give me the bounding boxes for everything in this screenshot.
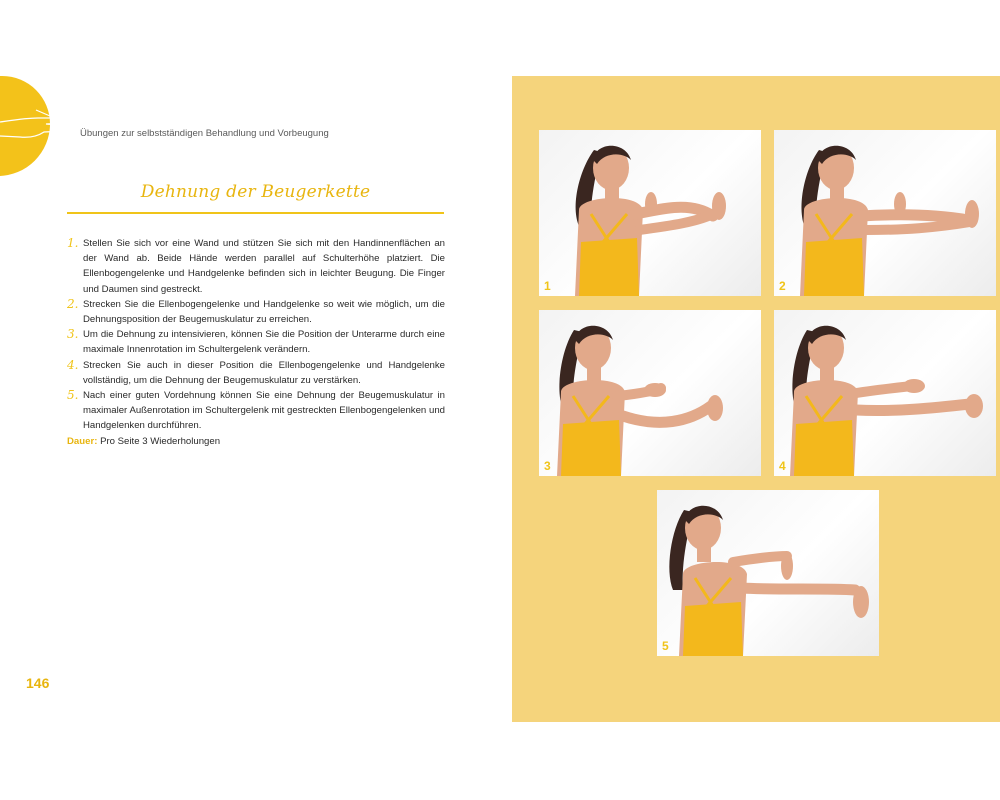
woman-stretch-illustration bbox=[774, 130, 996, 296]
photo-number: 1 bbox=[544, 279, 551, 293]
exercise-photo-5 bbox=[657, 490, 879, 656]
step-list bbox=[67, 236, 445, 434]
woman-stretch-illustration bbox=[539, 310, 761, 476]
photo-number: 4 bbox=[779, 459, 786, 473]
step-text: Um die Dehnung zu intensivieren, können Sie die Position der Unterarme durch eine maximale Innenrotation im Schultergelenk verändern. bbox=[83, 329, 445, 356]
woman-stretch-illustration bbox=[539, 130, 761, 296]
step-number: 5. bbox=[67, 388, 79, 403]
exercise-photo-4 bbox=[774, 310, 996, 476]
step-number: 3. bbox=[67, 327, 79, 342]
step-text: Nach einer guten Vordehnung können Sie eine Dehnung der Beugemuskulatur in maximaler Außenrotation im Schultergelenk mit gestreckten Ellenbogengelenken und Handgelenken durchführen. bbox=[83, 390, 445, 432]
step-text: Strecken Sie die Ellenbogengelenke und Handgelenke so weit wie möglich, um die Dehnungsposition der Beugemuskulatur zu erreichen. bbox=[83, 298, 445, 326]
running-head: Übungen zur selbstständigen Behandlung und Vorbeugung bbox=[80, 128, 329, 139]
step-item bbox=[67, 388, 445, 434]
hand-illustration-icon bbox=[0, 100, 80, 150]
duration-value: Pro Seite 3 Wiederholungen bbox=[100, 436, 221, 447]
woman-stretch-illustration bbox=[774, 310, 996, 476]
duration-line bbox=[67, 436, 220, 447]
duration-label: Dauer: bbox=[67, 436, 98, 447]
section-title: Dehnung der Beugerkette bbox=[140, 182, 371, 202]
photo-number: 3 bbox=[544, 459, 551, 473]
page-number: 146 bbox=[26, 675, 50, 691]
photo-number: 5 bbox=[662, 639, 669, 653]
exercise-photo-2 bbox=[774, 130, 996, 296]
exercise-photo-1 bbox=[539, 130, 761, 296]
step-number: 2. bbox=[67, 296, 79, 311]
step-number: 1. bbox=[67, 236, 79, 250]
step-item bbox=[67, 358, 445, 388]
step-item bbox=[67, 297, 445, 327]
step-item bbox=[67, 236, 445, 297]
step-text: Strecken Sie auch in dieser Position die Ellenbogengelenke und Handgelenke vollständig, um die Dehnung der Beugemuskulatur zu verstärken. bbox=[83, 359, 445, 386]
title-divider bbox=[67, 212, 444, 214]
photo-panel bbox=[512, 76, 1000, 722]
step-number: 4. bbox=[67, 357, 79, 372]
woman-stretch-illustration bbox=[657, 490, 879, 656]
photo-number: 2 bbox=[779, 279, 786, 293]
step-text: Stellen Sie sich vor eine Wand und stützen Sie sich mit den Handinnenflächen an der Wand ab. Beide Hände werden parallel auf Schulterhöhe platziert. Die Ellenbogengelenke und Handgelenke befinden sich in leichter Beugung. Die Finger und Daumen sind gestreckt. bbox=[83, 238, 445, 295]
step-item bbox=[67, 327, 445, 357]
exercise-photo-3 bbox=[539, 310, 761, 476]
